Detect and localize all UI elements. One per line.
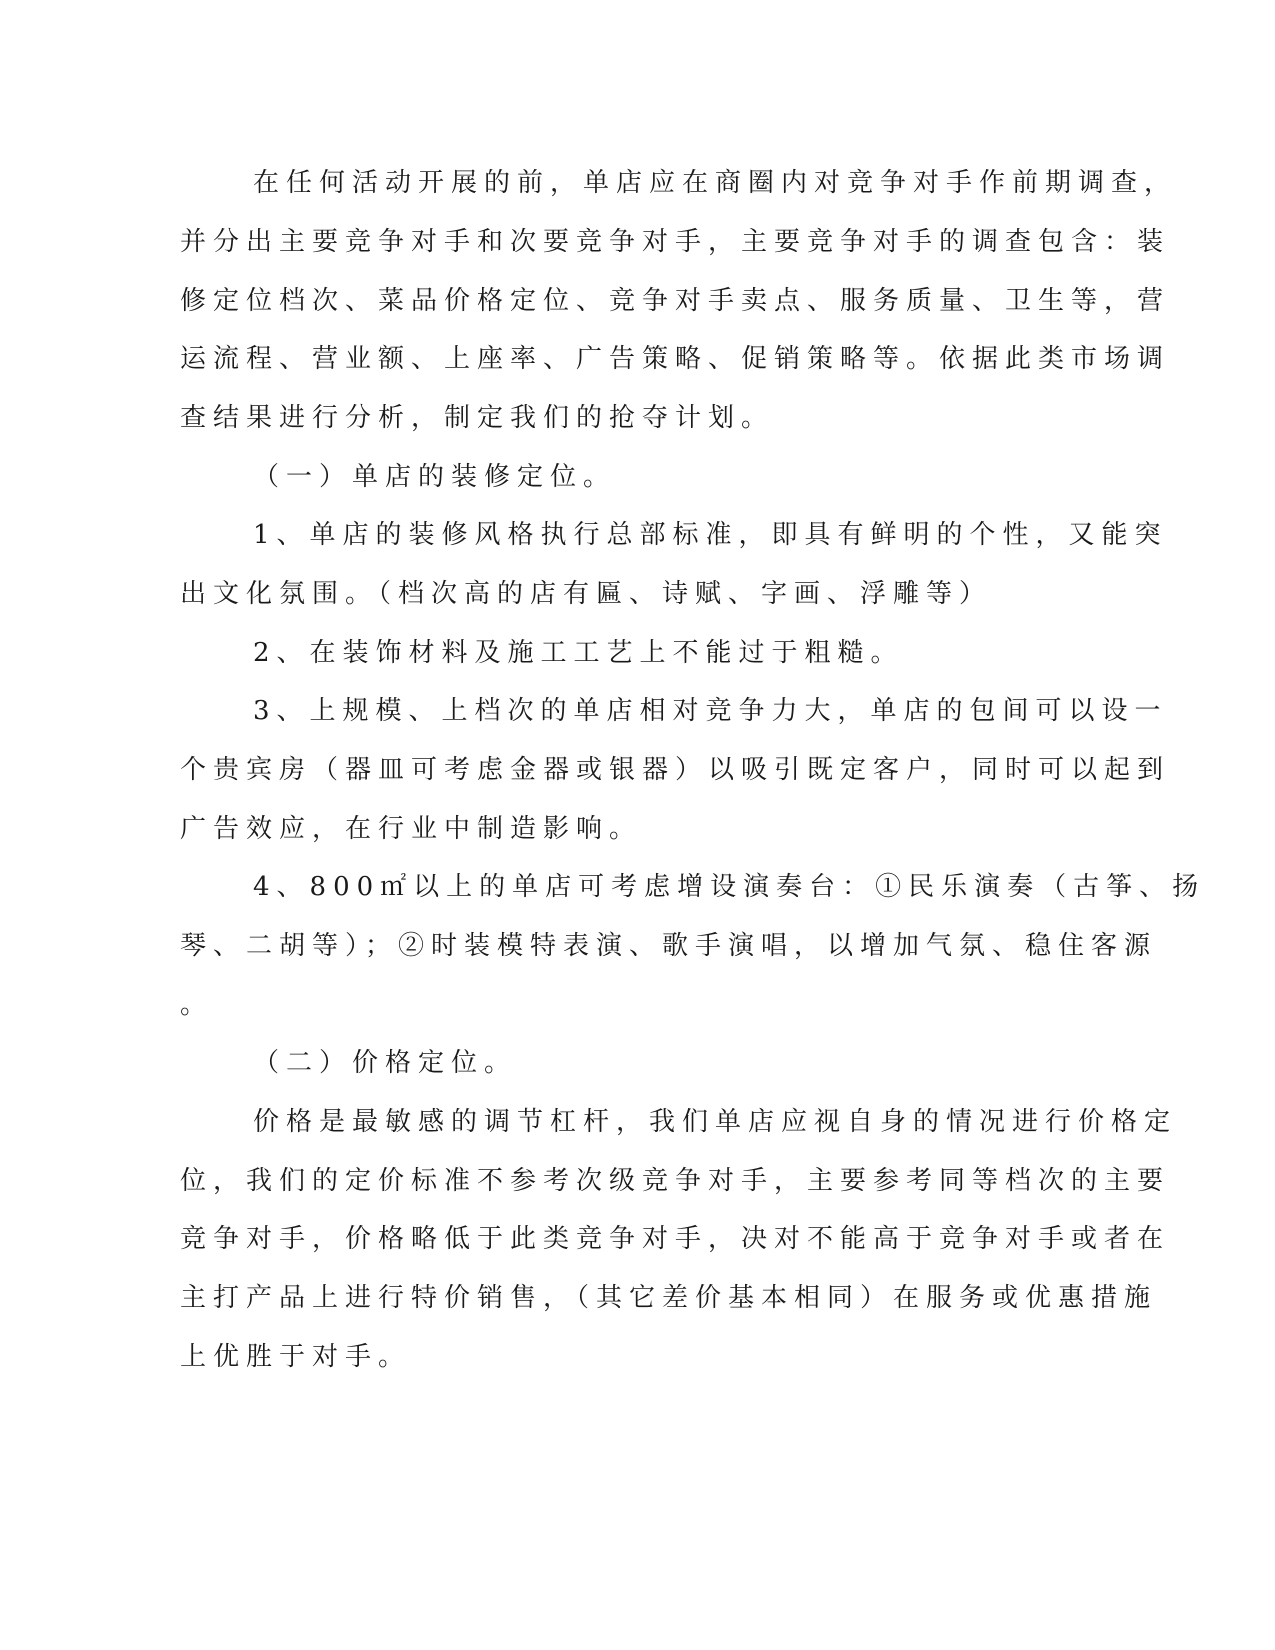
item-3-line-1: 3、上规模、上档次的单店相对竞争力大，单店的包间可以设一: [253, 696, 1168, 726]
paragraph-1-line-4: 运流程、营业额、上座率、广告策略、促销策略等。依据此类市场调: [180, 344, 1171, 374]
item-2-line-1: 2、在装饰材料及施工工艺上不能过于粗糙。: [253, 638, 904, 668]
paragraph-2-line-2: 位，我们的定价标准不参考次级竞争对手，主要参考同等档次的主要: [180, 1166, 1171, 1196]
paragraph-1-line-5: 查结果进行分析，制定我们的抢夺计划。: [180, 403, 775, 433]
paragraph-2-line-4: 主打产品上进行特价销售，（其它差价基本相同）在服务或优惠措施: [180, 1283, 1158, 1313]
paragraph-1-line-2: 并分出主要竞争对手和次要竞争对手，主要竞争对手的调查包含：装: [180, 227, 1171, 257]
item-1-line-1: 1、单店的装修风格执行总部标准，即具有鲜明的个性，又能突: [253, 520, 1168, 550]
paragraph-2-line-3: 竞争对手，价格略低于此类竞争对手，决对不能高于竞争对手或者在: [180, 1224, 1171, 1254]
paragraph-2-line-1: 价格是最敏感的调节杠杆，我们单店应视自身的情况进行价格定: [253, 1107, 1178, 1137]
item-4-line-1: 4、800㎡以上的单店可考虑增设演奏台：①民乐演奏（古筝、扬: [253, 872, 1206, 902]
item-3-line-3: 广告效应，在行业中制造影响。: [180, 814, 643, 844]
section-heading-pricing: （二）价格定位。: [253, 1048, 518, 1078]
item-4-line-3: 。: [180, 990, 214, 1020]
item-3-line-2: 个贵宾房（器皿可考虑金器或银器）以吸引既定客户，同时可以起到: [180, 755, 1171, 785]
item-4-line-2: 琴、二胡等）；②时装模特表演、歌手演唱，以增加气氛、稳住客源: [180, 931, 1158, 961]
paragraph-2-line-5: 上优胜于对手。: [180, 1342, 412, 1372]
paragraph-1-line-3: 修定位档次、菜品价格定位、竞争对手卖点、服务质量、卫生等，营: [180, 286, 1171, 316]
item-1-line-2: 出文化氛围。（档次高的店有匾、诗赋、字画、浮雕等）: [180, 579, 993, 609]
section-heading-decoration: （一）单店的装修定位。: [253, 462, 617, 492]
paragraph-1-line-1: 在任何活动开展的前，单店应在商圈内对竞争对手作前期调查，: [253, 168, 1178, 198]
